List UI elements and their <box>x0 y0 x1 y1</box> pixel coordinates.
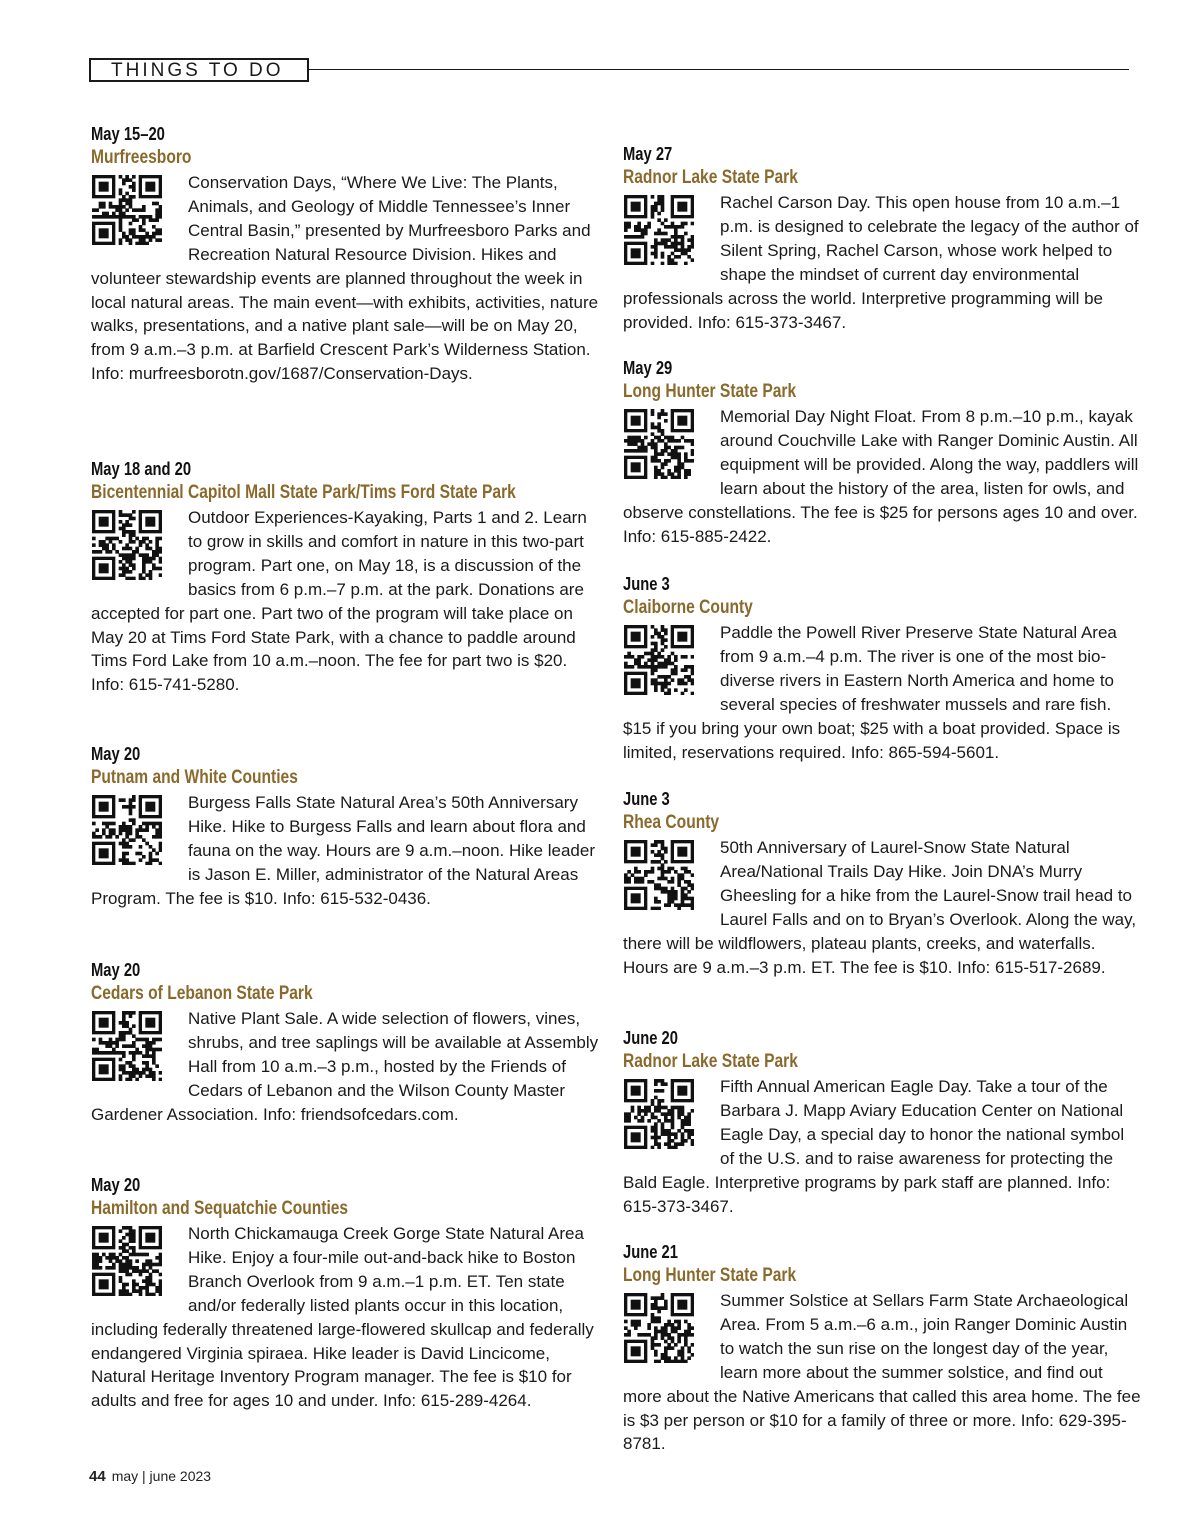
event-description: Paddle the Powell River Preserve State Natural Area from 9 a.m.–4 p.m. The river is one of the most bio-diverse rivers in Eastern North America and home to several species of freshwater mussels and rare fish. $15 if you bring your own boat; $25 with a boat provided. Space is limited, reservations required. Info: 865-594-5601. <box>623 623 1121 762</box>
event-body <box>623 405 1141 548</box>
event-location: Radnor Lake State Park <box>623 167 798 188</box>
event-date: June 20 <box>623 1028 678 1048</box>
event-location: Long Hunter State Park <box>623 381 797 402</box>
event-date: June 3 <box>623 574 670 594</box>
event-item <box>623 356 1141 548</box>
qr-code-icon <box>624 1079 694 1149</box>
event-item <box>91 122 603 386</box>
qr-code-icon <box>624 1293 694 1363</box>
event-description: Rachel Carson Day. This open house from 10 a.m.–1 p.m. is designed to celebrate the legacy of the author of Silent Spring, Rachel Carson, whose work helped to shape the mindset of current day environmental professionals across the world. Interpretive programming will be provided. Info: 615-373-3467. <box>623 193 1139 332</box>
event-description: Native Plant Sale. A wide selection of flowers, vines, shrubs, and tree saplings will be available at Assembly Hall from 10 a.m.–3 p.m., hosted by the Friends of Cedars of Lebanon and the Wilson County Master Gardener Association. Info: friendsofcedars.com. <box>91 1009 599 1124</box>
event-body <box>623 621 1141 764</box>
event-location: Hamilton and Sequatchie Counties <box>91 1198 349 1219</box>
event-date: June 21 <box>623 1242 678 1262</box>
event-item <box>623 1240 1141 1456</box>
event-description: Fifth Annual American Eagle Day. Take a tour of the Barbara J. Mapp Aviary Education Center on National Eagle Day, a special day to honor the national symbol of the U.S. and to raise awareness for protecting the Bald Eagle. Interpretive programs by park staff are planned. Info: 615-373-3467. <box>623 1077 1125 1216</box>
event-location: Long Hunter State Park <box>623 1265 797 1286</box>
event-item <box>623 142 1141 334</box>
event-item <box>91 742 603 911</box>
event-description: Summer Solstice at Sellars Farm State Archaeological Area. From 5 a.m.–6 a.m., join Ranger Dominic Austin to watch the sun rise on the longest day of the year, learn more about the summer solstice, and find out more about the Native Americans that called this area home. The fee is $3 per person or $10 for a family of three or more. Info: 629-395-8781. <box>623 1291 1141 1454</box>
event-description: 50th Anniversary of Laurel-Snow State Natural Area/National Trails Day Hike. Join DNA’s Murry Gheesling for a hike from the Laurel-Snow trail head to Laurel Falls and on to Bryan’s Overlook. Along the way, there will be wildflowers, plateau plants, creeks, and waterfalls. Hours are 9 a.m.–3 p.m. ET. The fee is $10. Info: 615-517-2689. <box>623 838 1137 977</box>
event-description: North Chickamauga Creek Gorge State Natural Area Hike. Enjoy a four-mile out-and-back hike to Boston Branch Overlook from 9 a.m.–1 p.m. ET. Ten state and/or federally listed plants occur in this location, including federally threatened large-flowered skullcap and federally endangered Virginia spiraea. Hike leader is David Lincicome, Natural Heritage Inventory Program manager. The fee is $10 for adults and free for ages 10 and under. Info: 615-289-4264. <box>91 1224 594 1411</box>
event-body <box>623 836 1141 979</box>
qr-code-icon <box>624 840 694 910</box>
qr-code-icon <box>624 195 694 265</box>
page-number: 44 <box>89 1468 106 1485</box>
qr-code-icon <box>92 175 162 245</box>
event-body <box>91 791 603 911</box>
section-label: THINGS TO DO <box>89 58 309 82</box>
event-date: May 20 <box>91 744 141 764</box>
event-body <box>91 171 603 386</box>
event-date: May 18 and 20 <box>91 459 192 479</box>
event-location: Murfreesboro <box>91 147 192 168</box>
event-body <box>623 1075 1141 1218</box>
event-date: May 20 <box>91 960 141 980</box>
event-date: May 29 <box>623 358 673 378</box>
event-location: Bicentennial Capitol Mall State Park/Tims Ford State Park <box>91 482 516 503</box>
event-description: Outdoor Experiences-Kayaking, Parts 1 and 2. Learn to grow in skills and comfort in nature in this two-part program. Part one, on May 18, is a discussion of the basics from 6 p.m.–7 p.m. at the park. Donations are accepted for part one. Part two of the program will take place on May 20 at Tims Ford State Park, with a chance to paddle around Tims Ford Lake from 10 a.m.–noon. The fee for part two is $20. Info: 615-741-5280. <box>91 508 587 695</box>
event-date: May 20 <box>91 1175 141 1195</box>
event-location: Rhea County <box>623 812 720 833</box>
event-body <box>623 191 1141 334</box>
event-date: May 27 <box>623 144 673 164</box>
page-footer <box>89 1468 211 1485</box>
qr-code-icon <box>624 625 694 695</box>
event-item <box>91 958 603 1127</box>
event-item <box>623 572 1141 764</box>
event-date: May 15–20 <box>91 124 165 144</box>
event-item <box>623 1026 1141 1218</box>
event-body <box>623 1289 1141 1456</box>
qr-code-icon <box>92 795 162 865</box>
event-item <box>623 787 1141 979</box>
section-header <box>89 58 1129 84</box>
event-body <box>91 506 603 697</box>
event-location: Radnor Lake State Park <box>623 1051 798 1072</box>
event-item <box>91 457 603 697</box>
event-body <box>91 1007 603 1127</box>
event-body <box>91 1222 603 1413</box>
event-date: June 3 <box>623 789 670 809</box>
qr-code-icon <box>92 1226 162 1296</box>
event-location: Cedars of Lebanon State Park <box>91 983 313 1004</box>
event-location: Claiborne County <box>623 597 753 618</box>
event-description: Conservation Days, “Where We Live: The Plants, Animals, and Geology of Middle Tennessee’s Inner Central Basin,” presented by Murfreesboro Parks and Recreation Natural Resource Division. Hikes and volunteer stewardship events are planned throughout the week in local natural areas. The main event—with exhibits, activities, nature walks, presentations, and a native plant sale—will be on May 20, from 9 a.m.–3 p.m. at Barfield Crescent Park’s Wilderness Station. Info: murfreesborotn.gov/1687/Conservation-Days. <box>91 173 599 384</box>
event-description: Memorial Day Night Float. From 8 p.m.–10 p.m., kayak around Couchville Lake with Ranger Dominic Austin. All equipment will be provided. Along the way, paddlers will learn about the history of the area, listen for owls, and observe constellations. The fee is $25 for persons ages 10 and over. Info: 615-885-2422. <box>623 407 1139 546</box>
event-item <box>91 1173 603 1413</box>
qr-code-icon <box>92 510 162 580</box>
event-description: Burgess Falls State Natural Area’s 50th Anniversary Hike. Hike to Burgess Falls and learn about flora and fauna on the way. Hours are 9 a.m.–noon. Hike leader is Jason E. Miller, administrator of the Natural Areas Program. The fee is $10. Info: 615-532-0436. <box>91 793 595 908</box>
header-rule <box>309 69 1129 70</box>
qr-code-icon <box>92 1011 162 1081</box>
issue-label: may | june 2023 <box>111 1468 212 1484</box>
event-location: Putnam and White Counties <box>91 767 298 788</box>
qr-code-icon <box>624 409 694 479</box>
